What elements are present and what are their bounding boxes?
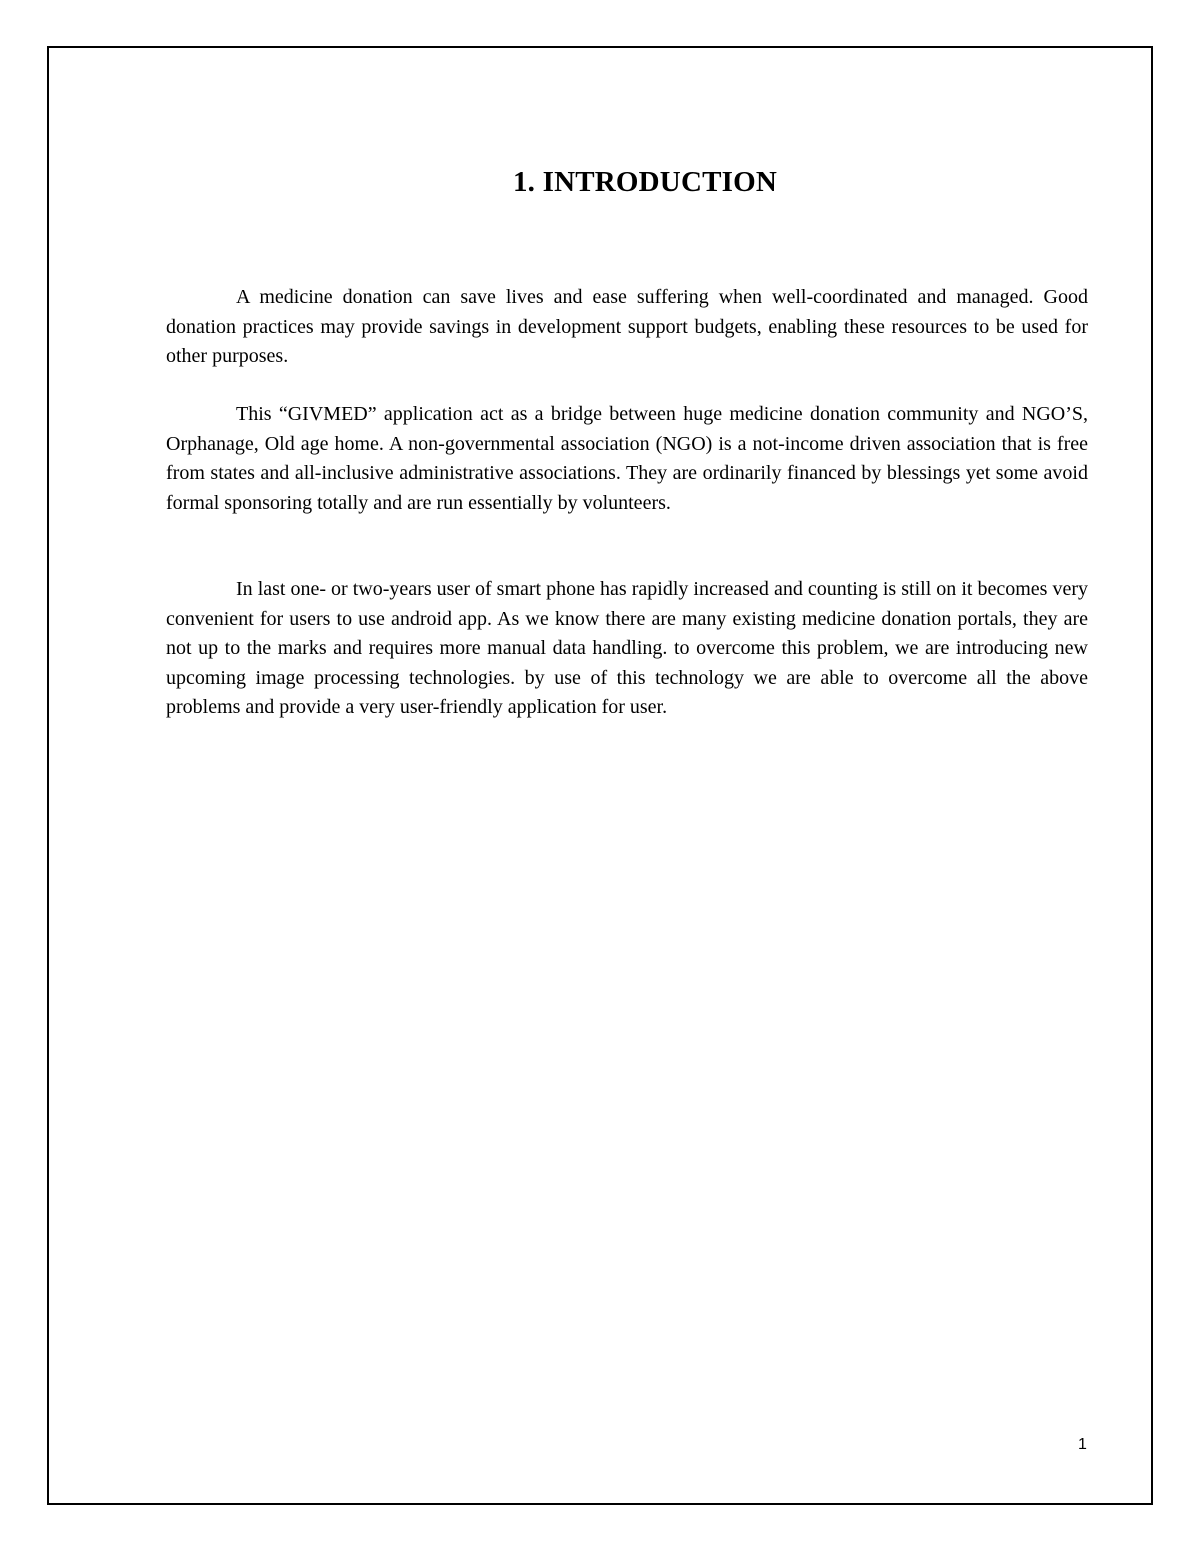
section-heading: 1. INTRODUCTION bbox=[512, 166, 778, 198]
page-number: 1 bbox=[1078, 1436, 1087, 1453]
paragraph-2 bbox=[166, 400, 1088, 518]
page-border bbox=[47, 46, 1153, 1505]
paragraph-3 bbox=[166, 575, 1088, 723]
paragraph-text: This “GIVMED” application act as a bridge between huge medicine donation community and NGO’S, Orphanage, Old age home. A non-governmental association (NGO) is a not-income driven association that is free from states and all-inclusive administrative associations. They are ordinarily financed by blessings yet some avoid formal sponsoring totally and are run essentially by volunteers. bbox=[166, 403, 1088, 514]
paragraph-1 bbox=[166, 283, 1088, 372]
paragraph-text: A medicine donation can save lives and ease suffering when well-coordinated and managed. Good donation practices may provide savings in development support budgets, enabling these resources to be used for other purposes. bbox=[166, 286, 1088, 367]
paragraph-text: In last one- or two-years user of smart phone has rapidly increased and counting is still on it becomes very convenient for users to use android app. As we know there are many existing medicine donation portals, they are not up to the marks and requires more manual data handling. to overcome this problem, we are introducing new upcoming image processing technologies. by use of this technology we are able to overcome all the above problems and provide a very user-friendly application for user. bbox=[166, 578, 1088, 718]
